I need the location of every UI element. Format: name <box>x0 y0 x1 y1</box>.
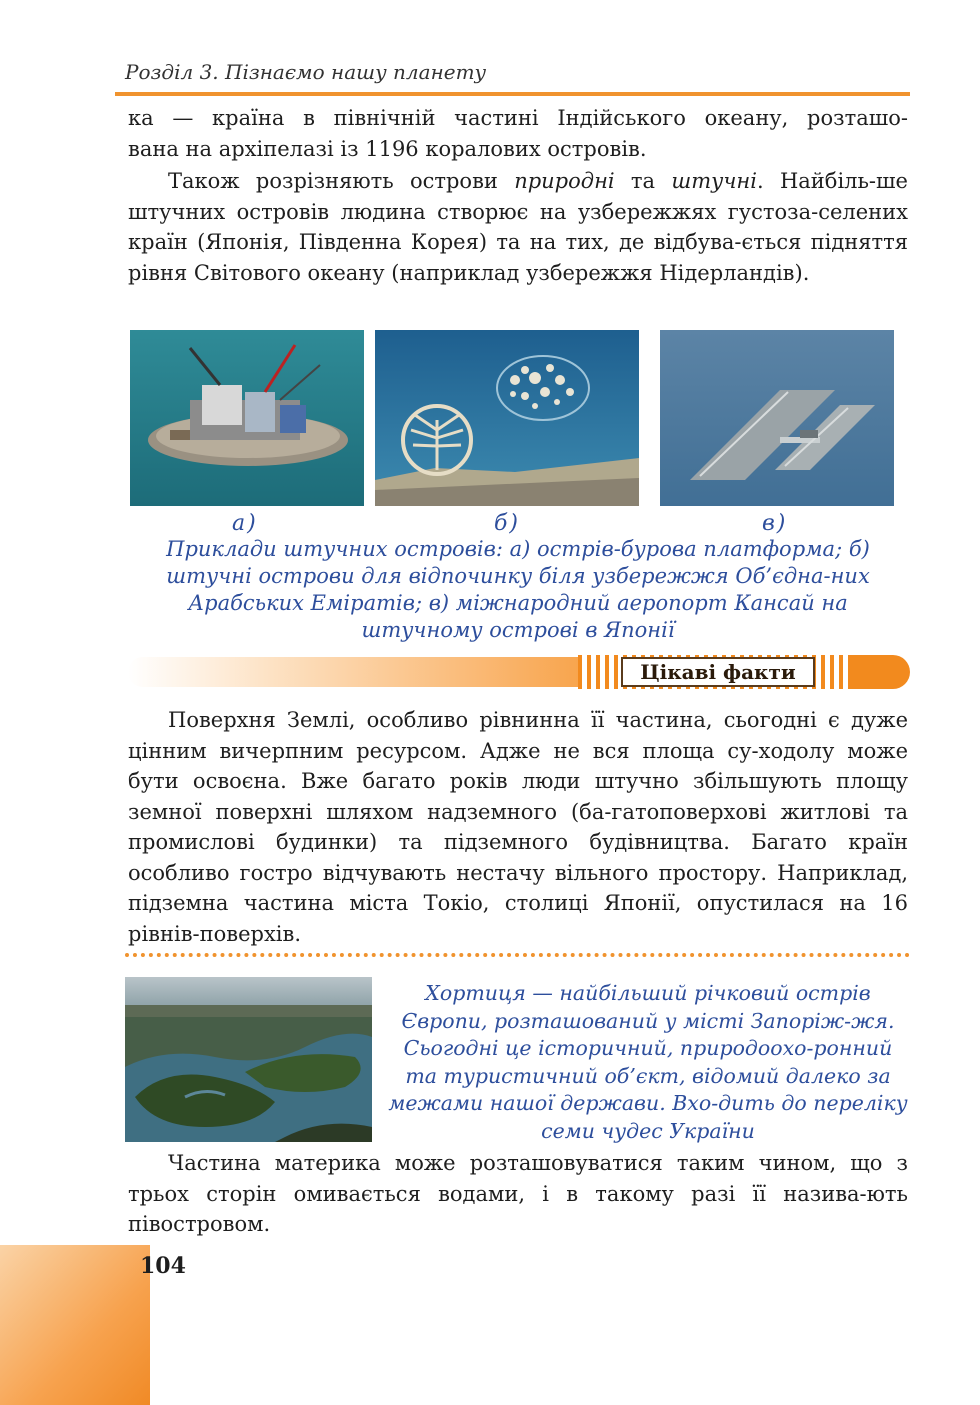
figure-label-c: в) <box>762 511 788 536</box>
para2-artificial: штучні <box>671 169 757 193</box>
facts-banner-end <box>848 655 910 689</box>
photo-dubai-islands <box>375 330 639 506</box>
chapter-header: Розділ 3. Пізнаємо нашу планету <box>125 60 487 84</box>
facts-banner <box>128 653 910 689</box>
photo-drilling-platform <box>130 330 364 506</box>
para2-text-2: та <box>614 169 672 193</box>
figure-label-b: б) <box>494 511 521 536</box>
para2-text-1: Також розрізняють острови <box>168 169 515 193</box>
figure-label-a: а) <box>232 511 258 536</box>
paragraph-peninsula: Частина материка може розташовуватися таким чином, що з трьох сторін омивається водами, і в такому разі її назива-ють півостровом. <box>128 1151 908 1236</box>
page-corner-decoration <box>0 1245 150 1405</box>
facts-title: Цікаві факти <box>621 657 815 687</box>
facts-paragraph: Поверхня Землі, особливо рівнинна її частина, сьогодні є дуже цінним вичерпним ресурсом. Адже не вся площа су-ходолу може бути освоєна. Вже багато років люди штучно збільшують площу земної поверхні шляхом надземного (ба-гатоповерхові житлові та промислові будинки) та підземного будівництва. Багато країн особливо гостро відчувають нестачу вільного простору. Наприклад, підземна частина міста Токіо, столиці Японії, опустилася на 16 рівнів-поверхів. <box>128 708 908 946</box>
page-number: 104 <box>140 1253 186 1279</box>
photo-khortytsia <box>125 977 372 1142</box>
intro-line-2: вана на архіпелазі із 1196 коралових островів. <box>128 136 647 161</box>
figure-caption: Приклади штучних островів: а) острів-бурова платформа; б) штучні острови для відпочинку біля узбережжя Об’єдна-них Арабських Еміратів; в) міжнародний аеропорт Кансай на штучному острові в Японії <box>166 537 870 642</box>
para2-natural: природні <box>514 169 615 193</box>
paragraph-island-types <box>128 166 908 288</box>
header-rule <box>115 92 910 96</box>
para2-text-3: . Найбіль-ше штучних островів людина створює на узбережжях густоза-селених країн (Японія, Південна Корея) та на тих, де відбува-ється підняття рівня Світового океану (наприклад узбережжя Нідерландів). <box>128 169 908 285</box>
photo-kansai-airport <box>660 330 894 506</box>
khortytsia-caption: Хортиця — найбільший річковий острів Європи, розташований у місті Запоріж-жя. Сьогодні це історичний, природоохо-ронний та туристичний об’єкт, відомий далеко за межами нашої держави. Вхо-дить до переліку семи чудес України <box>388 981 908 1143</box>
paragraph-intro <box>128 103 908 164</box>
intro-line-1: ка — країна в північній частині Індійського океану, розташо- <box>128 106 908 130</box>
dotted-divider <box>125 953 910 957</box>
facts-banner-gradient <box>128 657 588 687</box>
